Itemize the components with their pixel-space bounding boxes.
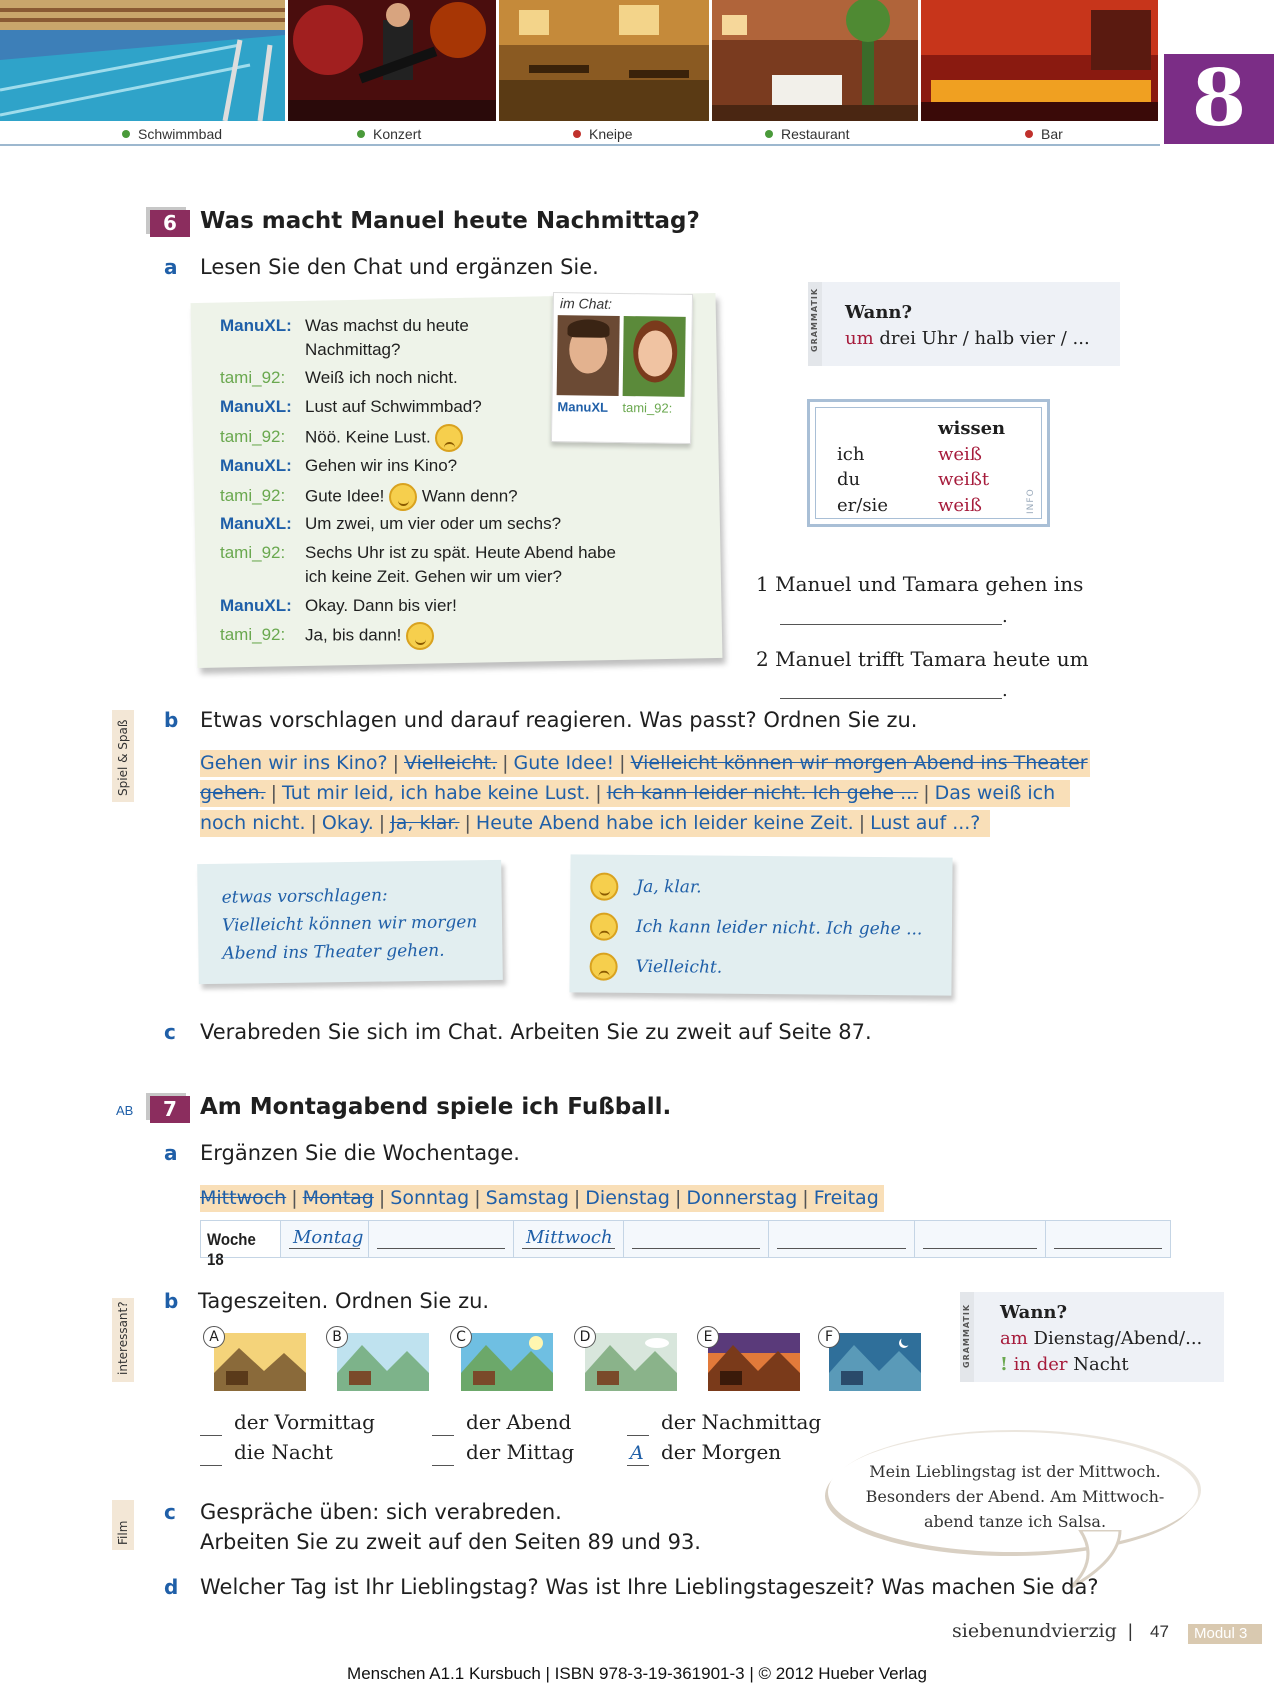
chapter-number: 8 [1164,54,1274,144]
phrase-band-line-2: gehen. | Tut mir leid, ich habe keine Lust. | Ich kann leider nicht. Ich gehe ... | Das weiß ich [200,780,1070,807]
task-letter-6a: a [164,255,178,279]
late-afternoon-picture [585,1333,677,1391]
chat-line: ManuXL: Um zwei, um vier oder um sechs? [220,514,562,533]
footer-separator: | [1128,1621,1133,1641]
weekday-band: Mittwoch | Montag | Sonntag | Samstag | Dienstag | Donnerstag | Freitag [200,1185,884,1212]
info-box-wissen [807,399,1050,527]
grammar-box-am [960,1292,1224,1382]
chat-line: ManuXL: Was machst du heute [220,316,469,335]
task-7c-line-1: Gespräche üben: sich verabreden. [200,1500,562,1524]
task-6c-instruction: Verabreden Sie sich im Chat. Arbeiten Sie zu zweit auf Seite 87. [200,1020,872,1044]
picture-letter: A [203,1326,225,1348]
sad-emoji-icon [590,913,618,941]
task-7a-instruction: Ergänzen Sie die Wochentage. [200,1141,520,1165]
caption-swimming-pool: Schwimmbad [122,126,222,142]
caption-pub: Kneipe [573,126,633,142]
grammar-label: GRAMMATIK [962,1303,971,1368]
picture-letter: E [697,1326,719,1348]
neutral-emoji-icon [590,953,618,981]
answer-blank-1[interactable] [780,624,1002,625]
chat-line: ich keine Zeit. Gehen wir um vier? [305,567,562,586]
evening-picture [708,1333,800,1391]
period: . [1002,680,1008,701]
time-word: der Vormittag [234,1410,375,1434]
answer-blank[interactable] [627,1435,649,1436]
book-credit: Menschen A1.1 Kursbuch | ISBN 978-3-19-361901-3 | © 2012 Hueber Verlag [347,1664,927,1683]
card-line: Vielleicht können wir morgen [221,912,478,936]
info-pronoun: er/sie [837,495,888,516]
photo-name-manuel: ManuXL [557,399,609,415]
week-label: Woche 18 [207,1230,256,1269]
response-card [569,854,952,995]
time-word: die Nacht [234,1440,333,1464]
grammar-example: am Dienstag/Abend/... [1000,1328,1203,1349]
task-letter-7c: c [164,1500,176,1524]
chat-line: ManuXL: Okay. Dann bis vier! [220,596,457,615]
period: . [1002,606,1008,627]
task-7d-instruction: Welcher Tag ist Ihr Lieblingstag? Was ist Ihre Lieblingstageszeit? Was machen Sie da? [200,1575,1099,1599]
day-answer: Mittwoch [526,1227,613,1248]
info-form: weiß [938,495,982,516]
filled-answer: A [630,1442,644,1464]
exercise-number-6: 6 [150,210,190,237]
day-cell[interactable] [514,1221,624,1257]
chat-line: tami_92: Gute Idee! Wann denn? [220,483,518,511]
grammar-example: ! in der Nacht [1000,1354,1129,1375]
week-table [200,1220,1171,1269]
answer-blank[interactable] [627,1465,649,1466]
photo-strip-divider [0,144,1160,146]
smile-emoji-icon [590,873,618,901]
task-letter-7a: a [164,1141,178,1165]
answer-blank[interactable] [432,1465,454,1466]
task-letter-6b: b [164,708,179,732]
answer-blank-2[interactable] [780,698,1002,699]
bubble-line: abend tanze ich Salsa. [923,1512,1107,1531]
pub-photo [499,0,709,121]
chat-line: tami_92: Sechs Uhr ist zu spät. Heute Abend habe [220,543,616,562]
exercise-6-title: Was macht Manuel heute Nachmittag? [200,208,700,234]
concert-photo [288,0,496,121]
info-form: weiß [938,444,982,465]
chat-line: tami_92: Nöö. Keine Lust. [220,424,463,452]
chat-line: tami_92: Weiß ich noch nicht. [220,368,458,387]
sad-emoji-icon [435,424,463,452]
task-6a-instruction: Lesen Sie den Chat und ergänzen Sie. [200,255,599,279]
grammar-title: Wann? [1000,1302,1068,1323]
chat-line: Nachmittag? [305,340,401,359]
side-tab-label: Spiel & Spaß [116,719,130,796]
time-word: der Morgen [661,1440,782,1464]
module-badge: Modul 3 [1188,1624,1262,1644]
bubble-line: Besonders der Abend. Am Mittwoch- [865,1487,1165,1506]
task-letter-6c: c [164,1020,176,1044]
grammar-title: Wann? [845,302,913,323]
picture-letter: D [574,1326,596,1348]
task-6a-2: 2 Manuel trifft Tamara heute um [756,647,1089,671]
info-pronoun: du [837,469,861,490]
info-label: INFO [1026,488,1036,514]
bar-photo [921,0,1158,121]
time-word: der Abend [466,1410,572,1434]
day-answer: Montag [293,1227,364,1248]
picture-letter: B [326,1326,348,1348]
response-line: Ich kann leider nicht. Ich gehe ... [635,916,923,940]
card-line: Abend ins Theater gehen. [222,940,445,964]
chat-photos [551,292,693,444]
task-letter-7d: d [164,1575,179,1599]
smile-emoji-icon [406,622,434,650]
day-cell[interactable] [915,1221,1046,1257]
time-word: der Nachmittag [661,1410,822,1434]
answer-blank[interactable] [200,1435,222,1436]
card-heading: etwas vorschlagen: [221,885,388,908]
exclamation-icon: ! [1000,1354,1008,1375]
side-tab-label: interessant? [116,1301,130,1375]
exercise-7-title: Am Montagabend spiele ich Fußball. [200,1094,672,1120]
answer-blank[interactable] [200,1465,222,1466]
grammar-box-um [808,282,1120,366]
photos-label: im Chat: [559,295,613,312]
task-7c-line-2: Arbeiten Sie zu zweit auf den Seiten 89 und 93. [200,1530,701,1554]
chat-line: tami_92: Ja, bis dann! [220,622,434,650]
time-word: der Mittag [466,1440,575,1464]
page-number: 47 [1150,1622,1169,1641]
task-letter-7b: b [164,1289,179,1313]
photo-name-tamara: tami_92: [622,400,673,416]
day-cell[interactable] [1046,1221,1170,1257]
smile-emoji-icon [389,483,417,511]
answer-blank[interactable] [432,1435,454,1436]
midday-picture [337,1333,429,1391]
afternoon-picture [461,1333,553,1391]
picture-letter: C [450,1326,472,1348]
night-picture [829,1333,921,1391]
response-line: Vielleicht. [635,956,723,978]
day-cell[interactable] [281,1221,369,1257]
phrase-band-line-3: noch nicht. | Okay. | Ja, klar. | Heute Abend habe ich leider keine Zeit. | Lust auf ...? [200,810,990,837]
bubble-line: Mein Lieblingstag ist der Mittwoch. [869,1462,1161,1481]
caption-bar: Bar [1025,126,1063,142]
swimming-pool-photo [0,0,285,121]
grammar-label: GRAMMATIK [810,287,819,352]
day-cell[interactable] [769,1221,915,1257]
response-line: Ja, klar. [636,876,702,898]
info-verb: wissen [938,418,1006,439]
exercise-number-7: 7 [150,1096,190,1123]
caption-restaurant: Restaurant [765,126,849,142]
caption-concert: Konzert [357,126,421,142]
workbook-label: AB [116,1103,134,1118]
page-word: siebenundvierzig [952,1620,1117,1642]
morning-picture [214,1333,306,1391]
task-7b-instruction: Tageszeiten. Ordnen Sie zu. [198,1289,490,1313]
week-label-cell [201,1221,281,1269]
side-tab-label: Film [116,1520,130,1545]
suggestion-card [197,860,503,984]
picture-letter: F [818,1326,840,1348]
task-6a-1: 1 Manuel und Tamara gehen ins [756,572,1084,596]
phrase-band-line-1: Gehen wir ins Kino? | Vielleicht. | Gute Idee! | Vielleicht können wir morgen Abend ins Theater [200,750,1090,777]
chat-line: ManuXL: Lust auf Schwimmbad? [220,397,482,416]
info-pronoun: ich [837,444,865,465]
chat-line: ManuXL: Gehen wir ins Kino? [220,456,458,475]
task-6b-instruction: Etwas vorschlagen und darauf reagieren. Was passt? Ordnen Sie zu. [200,708,918,732]
day-cell[interactable] [369,1221,514,1257]
manuel-avatar [557,315,620,396]
restaurant-photo [712,0,918,121]
info-form: weißt [938,469,990,490]
day-cell[interactable] [624,1221,769,1257]
tamara-avatar [623,316,686,397]
grammar-example: um drei Uhr / halb vier / ... [845,328,1090,349]
